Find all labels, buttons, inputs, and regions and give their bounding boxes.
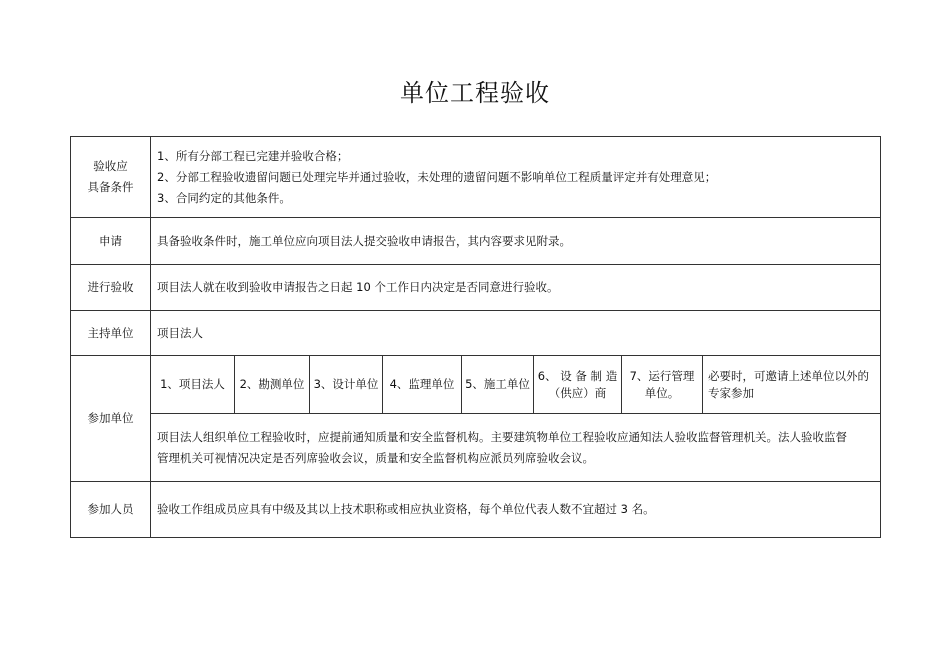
row-application xyxy=(71,218,881,265)
conditions-label: 验收应 具备条件 xyxy=(71,137,151,218)
host-label: 主持单位 xyxy=(71,311,151,356)
host-content: 项目法人 xyxy=(151,311,881,356)
document-title: 单位工程验收 xyxy=(400,79,550,107)
row-participants-parties xyxy=(71,356,881,414)
condition-item: 2、分部工程验收遗留问题已处理完毕并通过验收，未处理的遗留问题不影响单位工程质量评定并有处理意见； xyxy=(157,169,717,184)
row-participants-note xyxy=(71,414,881,482)
party-cell: 2、勘测单位 xyxy=(235,356,310,414)
proceed-content: 项目法人就在收到验收申请报告之日起 10 个工作日内决定是否同意进行验收。 xyxy=(151,265,881,311)
row-host xyxy=(71,311,881,356)
proceed-label: 进行验收 xyxy=(71,265,151,311)
party-cell-equipment-supplier: 6、 设 备 制 造 （供应）商 xyxy=(534,356,622,414)
condition-item: 1、所有分部工程已完建并验收合格； xyxy=(157,148,349,163)
acceptance-table xyxy=(70,136,881,538)
party-cell: 1、项目法人 xyxy=(151,356,235,414)
party-cell-experts: 必要时，可邀请上述单位以外的 专家参加 xyxy=(703,356,881,414)
application-content: 具备验收条件时，施工单位应向项目法人提交验收申请报告，其内容要求见附录。 xyxy=(151,218,881,265)
party-cell: 4、监理单位 xyxy=(383,356,462,414)
application-label: 申请 xyxy=(71,218,151,265)
row-proceed xyxy=(71,265,881,311)
row-conditions xyxy=(71,137,881,218)
party-cell-operations-unit: 7、运行管理 单位。 xyxy=(622,356,703,414)
participants-note: 项目法人组织单位工程验收时，应提前通知质量和安全监督机构。主要建筑物单位工程验收应通知法人验收监督管理机关。法人验收监督 管理机关可视情况决定是否列席验收会议，质量和安全监督机构应派员列席验收会议。 xyxy=(151,414,881,482)
row-personnel xyxy=(71,482,881,538)
participants-label: 参加单位 xyxy=(71,356,151,482)
personnel-label: 参加人员 xyxy=(71,482,151,538)
party-cell: 3、设计单位 xyxy=(310,356,383,414)
conditions-content xyxy=(151,137,881,218)
party-cell: 5、施工单位 xyxy=(462,356,534,414)
personnel-content: 验收工作组成员应具有中级及其以上技术职称或相应执业资格，每个单位代表人数不宜超过 3 名。 xyxy=(151,482,881,538)
condition-item: 3、合同约定的其他条件。 xyxy=(157,190,291,205)
